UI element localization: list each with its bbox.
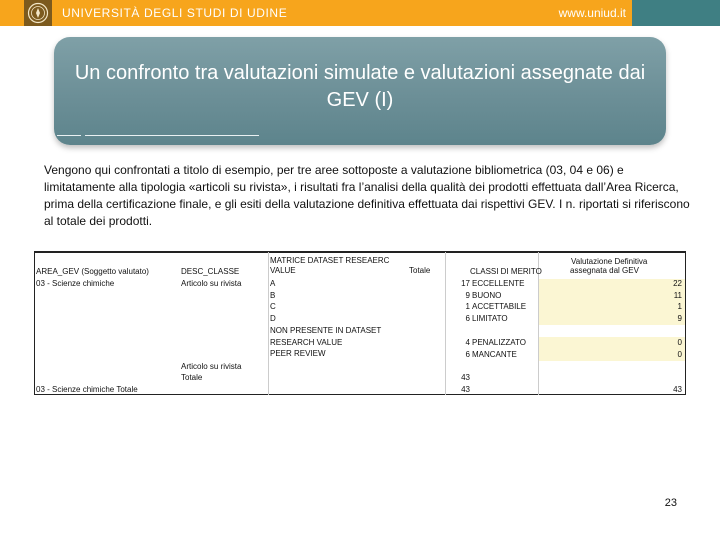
slide-body-text: Vengono qui confrontati a titolo di esempio, per tre aree sottoposte a valutazione bibliometrica (03, 04 e 06) e limitatamente alla tipologia «articoli su rivista», i risultati fra l’analisi della qualità dei prodotti effettuata dall’Area Ricerca, prima della certificazione finale, e gli esiti della valutazione definitiva effettuata dai rispettivi GEV. I n. riportati si riferiscono al totale dei prodotti. (44, 163, 690, 228)
classe-value: MANCANTE (472, 349, 517, 359)
matrice-value: B (270, 290, 276, 300)
valutazione-value: 1 (677, 302, 682, 311)
header-valutazione-line2: assegnata dal GEV (570, 266, 639, 275)
totale-value: 4 (465, 338, 470, 347)
valutazione-value: 11 (673, 290, 682, 300)
totale-value: 17 (461, 279, 470, 288)
desc-total-value: 43 (461, 373, 470, 382)
matrice-value: D (270, 313, 276, 323)
university-url[interactable]: www.uniud.it (558, 6, 626, 20)
totale-value: 9 (465, 290, 470, 300)
area-total-label: 03 - Scienze chimiche Totale (36, 385, 138, 394)
totale-value: 6 (465, 349, 470, 359)
header-matrice-line2: VALUE (270, 266, 296, 275)
area-total-value: 43 (461, 385, 470, 394)
header-bar (0, 0, 720, 26)
page-number: 23 (664, 497, 677, 509)
slide-title: Un confronto tra valutazioni simulate e valutazioni assegnate dai GEV (I) (74, 62, 646, 111)
grand-valutazione-value: 43 (673, 385, 682, 394)
classe-value: ECCELLENTE (472, 279, 525, 288)
column-divider (445, 252, 446, 395)
not-present-label-line2: RESEARCH VALUE (270, 337, 343, 347)
table-top-border (35, 252, 685, 253)
matrice-value: C (270, 302, 276, 311)
slide-title-box (54, 37, 666, 145)
desc-total-label-line1: Articolo su rivista (181, 362, 242, 371)
classe-value: PENALIZZATO (472, 338, 526, 347)
valutazione-value: 0 (677, 349, 682, 359)
title-divider (85, 135, 259, 136)
header-valutazione-line1: Valutazione Definitiva (571, 257, 648, 266)
valutazione-value: 22 (673, 279, 682, 288)
totale-value: 6 (465, 313, 470, 323)
header-corner-block (632, 0, 720, 26)
university-name: UNIVERSITÀ DEGLI STUDI DI UDINE (62, 6, 288, 20)
header-totale: Totale (409, 266, 431, 275)
area-value: 03 - Scienze chimiche (36, 279, 115, 288)
column-divider (268, 252, 269, 395)
header-classi: CLASSI DI MERITO (470, 267, 542, 276)
valutazione-value: 0 (677, 338, 682, 347)
desc-total-label-line2: Totale (181, 373, 203, 382)
header-desc: DESC_CLASSE (181, 267, 240, 276)
university-logo (24, 0, 52, 26)
valutazione-highlight-main (538, 279, 685, 325)
classe-value: ACCETTABILE (472, 302, 527, 311)
totale-value: 1 (465, 302, 470, 311)
classe-value: LIMITATO (472, 313, 508, 323)
valutazione-highlight-penalty (538, 337, 685, 361)
comparison-table (34, 251, 686, 395)
valutazione-value: 9 (677, 313, 682, 323)
not-present-label-line1: NON PRESENTE IN DATASET (270, 326, 382, 335)
classe-value: BUONO (472, 290, 502, 300)
desc-value: Articolo su rivista (181, 279, 242, 288)
title-divider-short (57, 135, 81, 136)
header-matrice-line1: MATRICE DATASET RESEAERC (270, 256, 390, 265)
university-seal-icon (27, 2, 49, 24)
matrice-value: A (270, 279, 276, 288)
not-present-label-line3: PEER REVIEW (270, 349, 326, 358)
header-area: AREA_GEV (Soggetto valutato) (36, 267, 149, 276)
